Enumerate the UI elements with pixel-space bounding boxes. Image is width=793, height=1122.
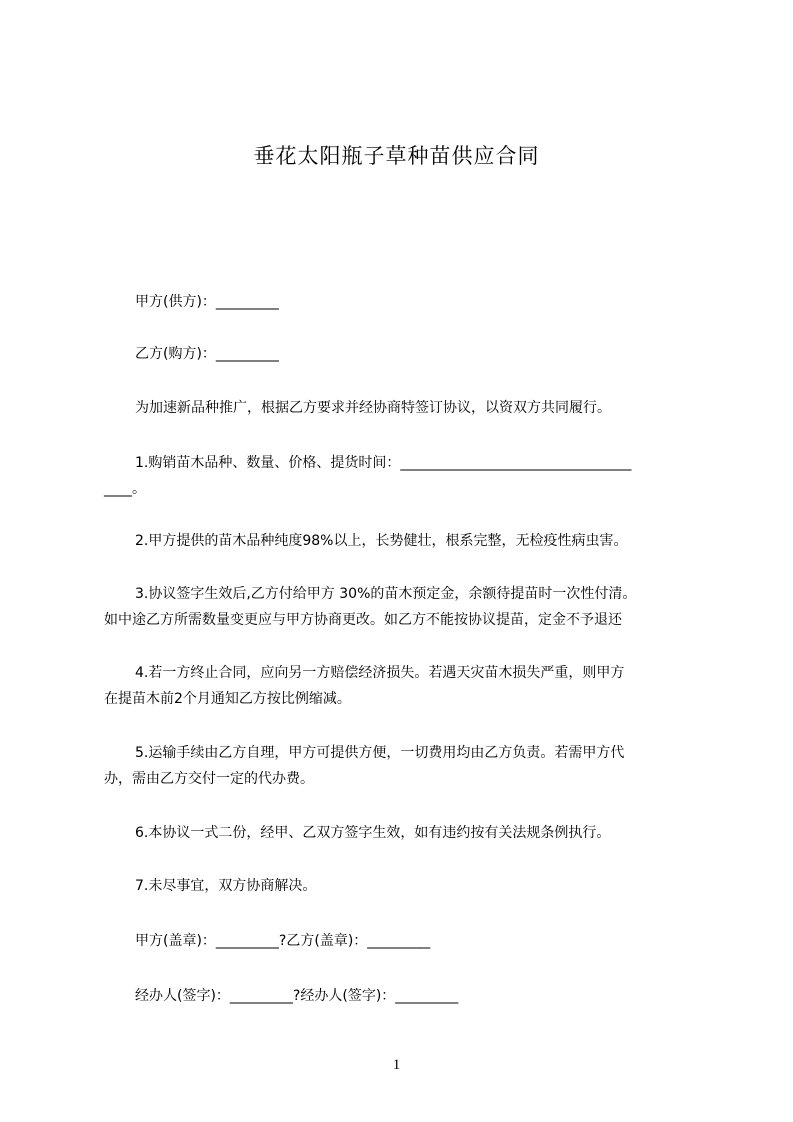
clause-3-line-1: 3.协议签字生效后,乙方付给甲方 30%的苗木预定金，余额待提苗时一次性付清。: [135, 586, 637, 602]
clause-1-line-1: 1.购销苗木品种、数量、价格、提货时间：_________________________________: [135, 455, 632, 471]
clause-2: 2.甲方提供的苗木品种纯度98%以上，长势健壮，根系完整，无检疫性病虫害。: [135, 533, 628, 549]
page-number: 1: [392, 1057, 401, 1073]
clause-1-line-2: ____。: [104, 481, 146, 497]
party-a-line: 甲方(供方)：_________: [135, 294, 279, 310]
clause-5: [104, 740, 702, 792]
document-title: 垂花太阳瓶子草种苗供应合同: [253, 144, 540, 168]
clause-1: [104, 450, 702, 502]
clause-4: [104, 660, 702, 712]
intro-paragraph: 为加速新品种推广，根据乙方要求并经协商特签订协议，以资双方共同履行。: [135, 400, 611, 416]
clause-3-line-2: 如中途乙方所需数量变更应与甲方协商更改。如乙方不能按协议提苗，定金不予退还: [104, 612, 622, 628]
clause-4-line-1: 4.若一方终止合同，应向另一方赔偿经济损失。若遇天灾苗木损失严重，则甲方: [135, 665, 625, 681]
clause-6: 6.本协议一式二份，经甲、乙双方签字生效，如有违约按有关法规条例执行。: [135, 825, 611, 841]
clause-5-line-1: 5.运输手续由乙方自理，甲方可提供方便，一切费用均由乙方负责。若需甲方代: [135, 745, 625, 761]
clause-5-line-2: 办，需由乙方交付一定的代办费。: [104, 771, 314, 787]
seal-line: 甲方(盖章)：_________?乙方(盖章)：_________: [135, 933, 431, 949]
signature-line: 经办人(签字)：_________?经办人(签字)：_________: [135, 988, 459, 1004]
clause-7: 7.未尽事宜，双方协商解决。: [135, 878, 317, 894]
clause-3: [104, 581, 702, 633]
clause-4-line-2: 在提苗木前2个月通知乙方按比例缩减。: [104, 691, 351, 707]
party-b-line: 乙方(购方)：_________: [135, 346, 279, 362]
